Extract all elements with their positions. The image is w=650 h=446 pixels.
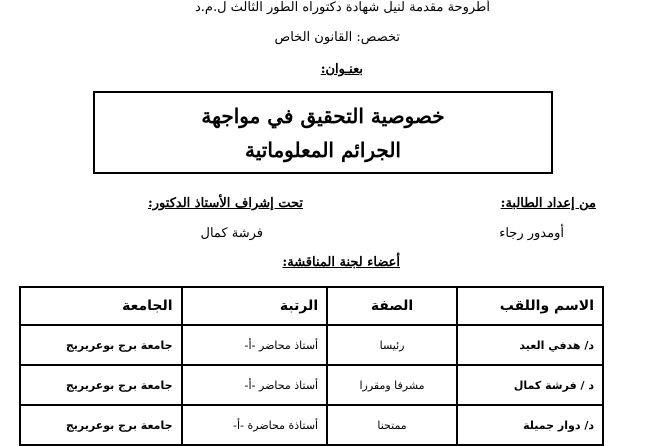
thesis-title-line-2: الجرائم المعلوماتية: [245, 137, 401, 162]
member-name: د / فرشة كمال: [457, 365, 603, 405]
member-university: جامعة برج بوعريريج: [20, 365, 182, 405]
thesis-title-box: [93, 91, 553, 174]
header-university: الجامعة: [20, 287, 182, 325]
member-role: رئيسا: [327, 325, 457, 365]
thesis-title-line-1: خصوصية التحقيق في مواجهة: [201, 103, 445, 128]
header-rank: الرتبة: [182, 287, 328, 325]
title-label: بعنـوان:: [320, 62, 363, 77]
thesis-description: أطروحة مقدمة لنيل شهادة دكتوراه الطور الثالث ل.م.د: [194, 0, 490, 15]
member-name: د/ دوار جميلة: [457, 405, 603, 445]
supervisor-name: فرشة كمال: [200, 226, 263, 241]
table-row: [20, 405, 603, 445]
member-rank: أستاذة محاضرة -أ-: [182, 405, 328, 445]
member-university: جامعة برج بوعريريج: [20, 405, 182, 445]
student-label: من إعداد الطالبة:: [500, 196, 596, 211]
student-name: أومدور رجاء: [499, 226, 564, 241]
supervisor-label: تحت إشراف الأستاذ الدكتور:: [147, 196, 303, 211]
table-row: [20, 325, 603, 365]
committee-table: [19, 286, 604, 446]
member-rank: أستاذ محاضر -أ-: [182, 365, 328, 405]
member-name: د/ هدفي العيد: [457, 325, 603, 365]
member-role: مشرفا ومقررا: [327, 365, 457, 405]
committee-label: أعضاء لجنة المناقشة:: [282, 255, 400, 270]
table-row: [20, 365, 603, 405]
member-role: ممتحنا: [327, 405, 457, 445]
header-name: الاسم واللقب: [457, 287, 603, 325]
table-header-row: [20, 287, 603, 325]
specialization: تخصص: القانون الخاص: [274, 30, 400, 45]
member-rank: أستاذ محاضر -أ-: [182, 325, 328, 365]
header-role: الصفة: [327, 287, 457, 325]
member-university: جامعة برج بوعريريج: [20, 325, 182, 365]
